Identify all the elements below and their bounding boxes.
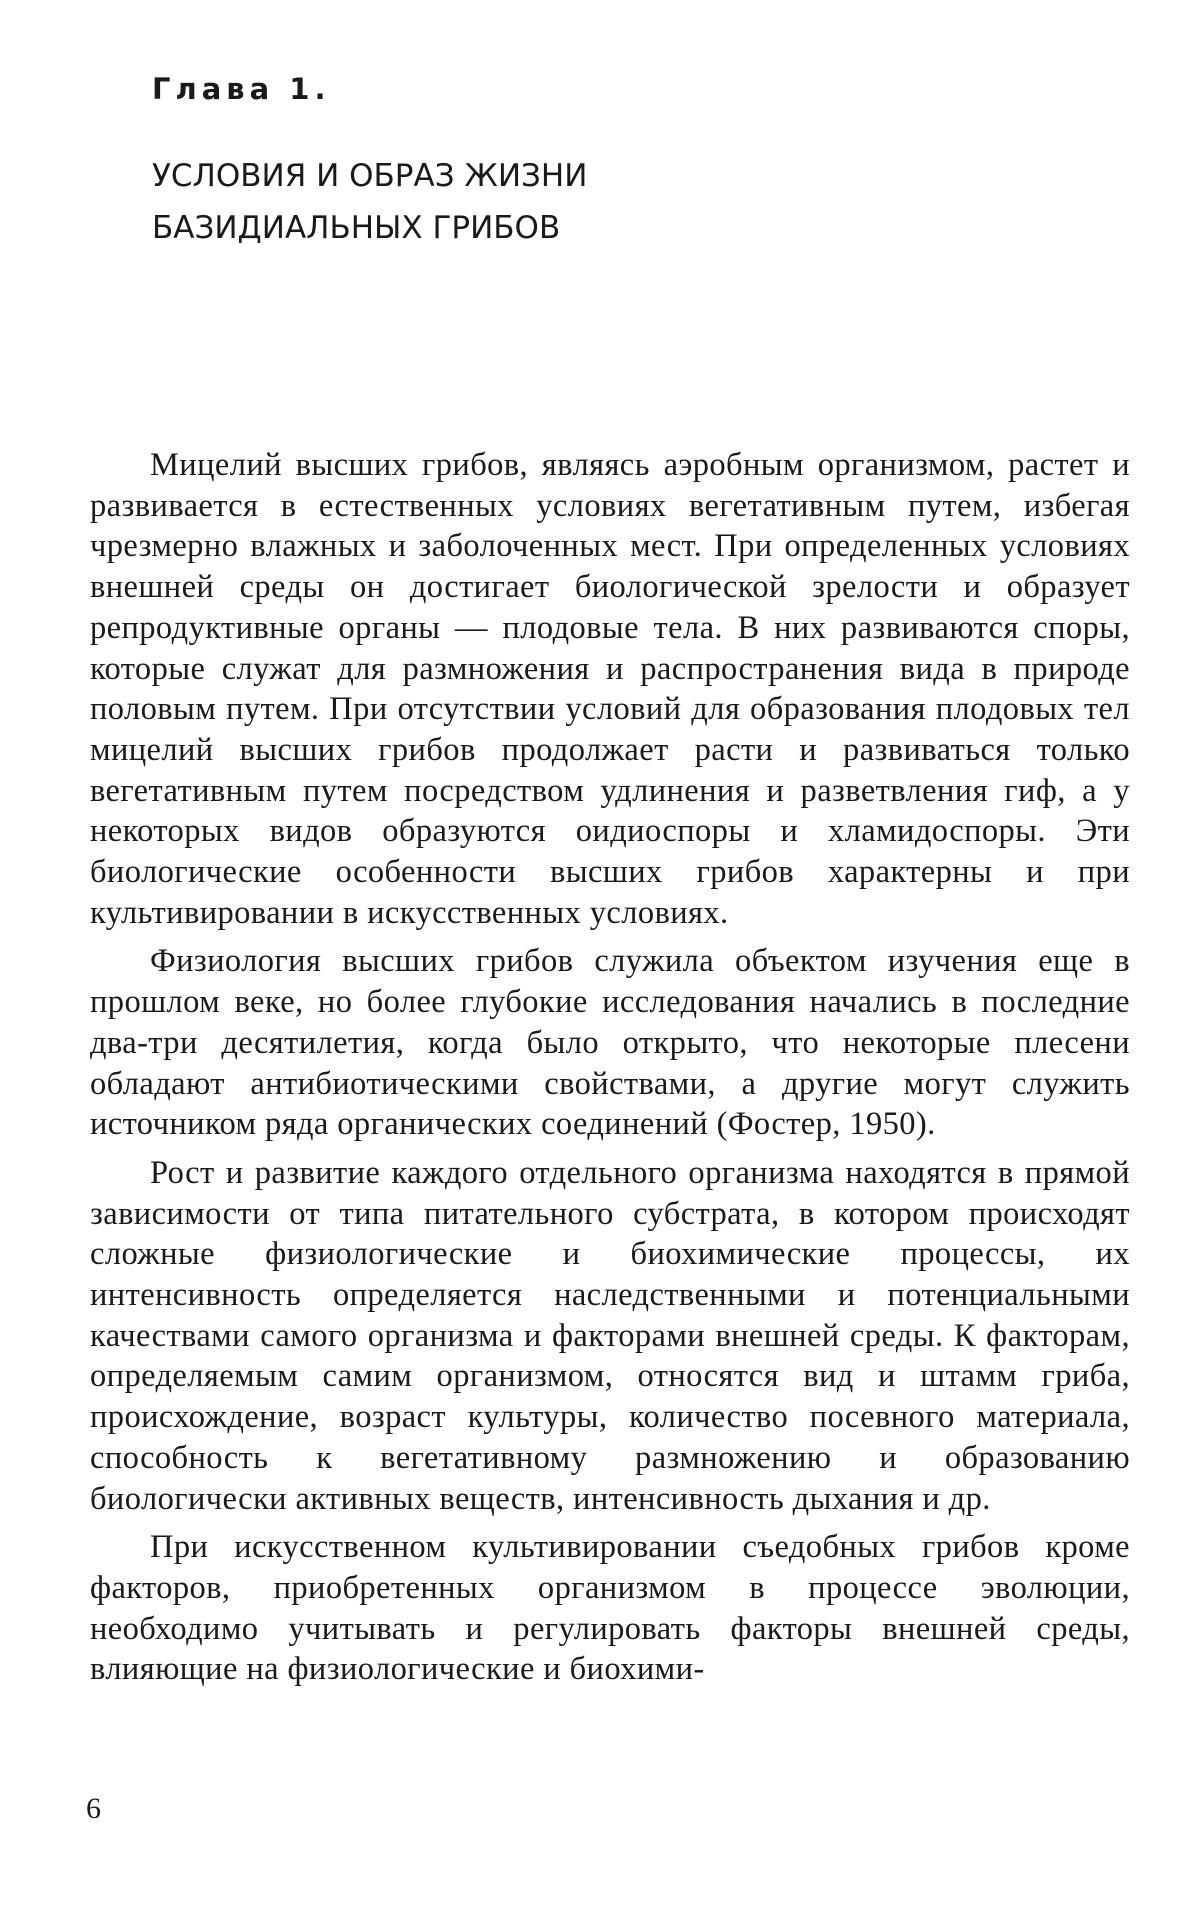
paragraph-3: Рост и развитие каждого отдельного организма находятся в прямой зависимости от типа питательного субстрата, в котором происходят сложные физиологические и биохимические процессы, их интенсивность определяется наследственными и потенциальными качествами самого организма и факторами внешней среды. К факторам, определяемым самим организмом, относятся вид и штамм гриба, происхождение, возраст культуры, количество посевного материала, способность к вегетативному размножению и образованию биологически активных веществ, интенсивность дыхания и др. [90, 1154, 1130, 1517]
page-number: 6 [86, 1792, 101, 1825]
paragraph-4: При искусственном культивировании съедобных грибов кроме факторов, приобретенных организмом в процессе эволюции, необходимо учитывать и регулировать факторы внешней среды, влияющие на физиологические и биохими- [90, 1529, 1130, 1688]
chapter-label: Глава 1. [152, 72, 331, 106]
body-text [90, 445, 1130, 1698]
chapter-title [152, 150, 1052, 254]
paragraph-1: Мицелий высших грибов, являясь аэробным организмом, растет и развивается в естественных условиях вегетативным путем, избегая чрезмерно влажных и заболоченных мест. При определенных условиях внешней среды он достигает биологической зрелости и образует репродуктивные органы — плодовые тела. В них развиваются споры, которые служат для размножения и распространения вида в природе половым путем. При отсутствии условий для образования плодовых тел мицелий высших грибов продолжает расти и развиваться только вегетативным путем посредством удлинения и разветвления гиф, а у некоторых видов образуются оидиоспоры и хламидоспоры. Эти биологические особенности высших грибов характерны и при культивировании в искусственных условиях. [90, 447, 1130, 931]
paragraph-2: Физиология высших грибов служила объектом изучения еще в прошлом веке, но более глубокие исследования начались в последние два-три десятилетия, когда было открыто, что некоторые плесени обладают антибиотическими свойствами, а другие могут служить источником ряда органических соединений (Фостер, 1950). [90, 943, 1130, 1143]
chapter-title-line-1: УСЛОВИЯ И ОБРАЗ ЖИЗНИ [152, 158, 588, 194]
chapter-title-line-2: БАЗИДИАЛЬНЫХ ГРИБОВ [152, 210, 561, 246]
